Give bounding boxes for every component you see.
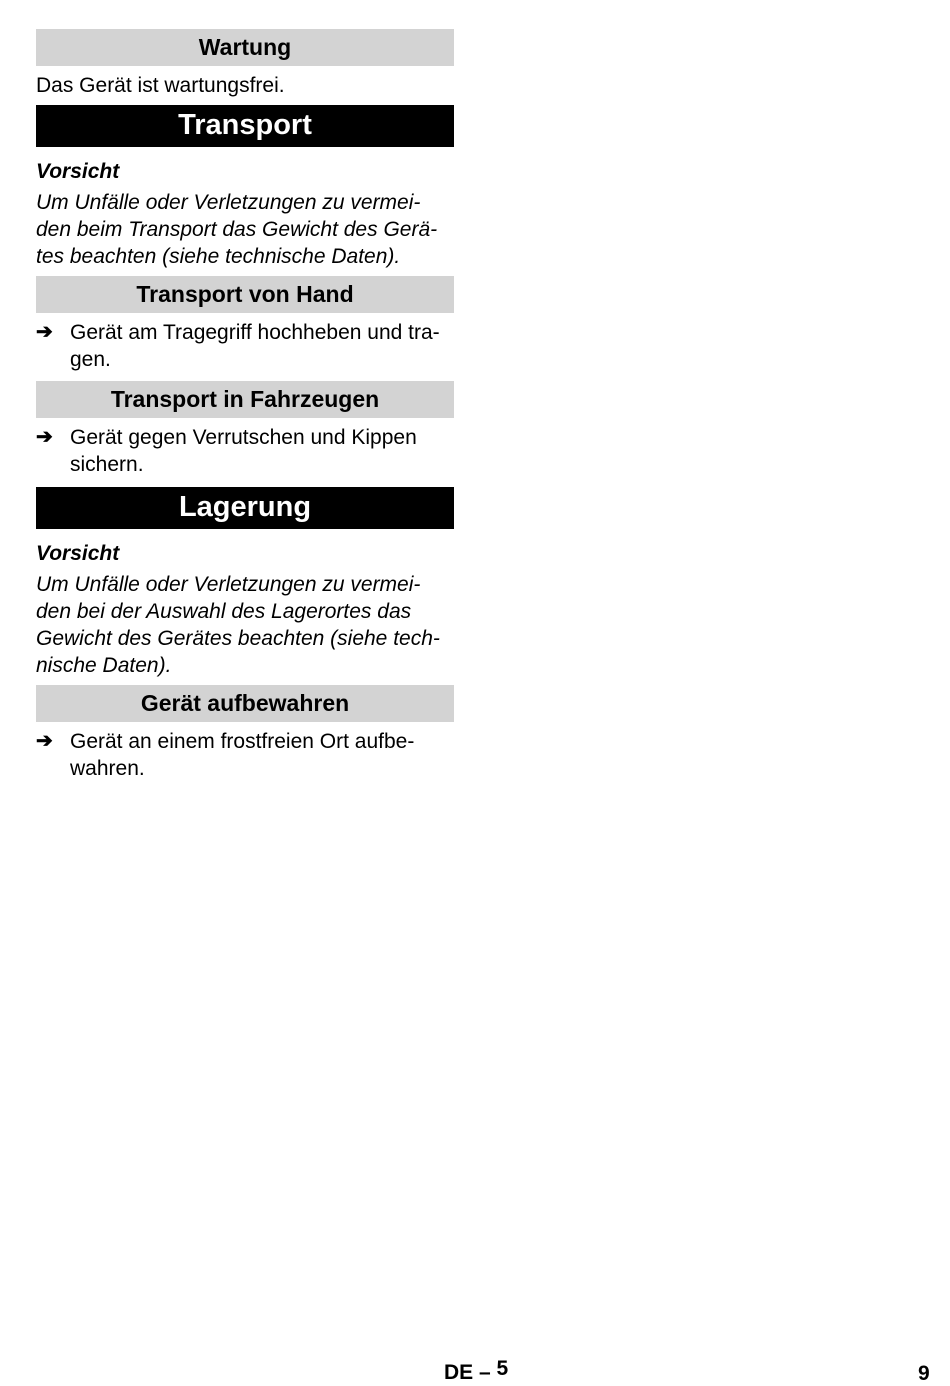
caution-line: den beim Transport das Gewicht des Gerä-	[36, 218, 438, 241]
footer-page-number: 5	[496, 1357, 509, 1380]
step-line: gen.	[70, 348, 111, 371]
caution-line: den bei der Auswahl des Lagerortes das	[36, 600, 412, 623]
step-transport-hand	[36, 319, 454, 373]
heading-wartung: Wartung	[36, 29, 454, 66]
step-line: Gerät gegen Verrutschen und Kippen	[70, 426, 417, 449]
step-line: Gerät an einem frostfreien Ort aufbe-	[70, 730, 415, 753]
wartung-text: Das Gerät ist wartungsfrei.	[36, 74, 285, 97]
lagerung-caution-title: Vorsicht	[36, 542, 120, 565]
caution-line: Um Unfälle oder Verletzungen zu vermei-	[36, 191, 421, 214]
caution-line: nische Daten).	[36, 654, 172, 677]
step-line: sichern.	[70, 453, 144, 476]
step-line: wahren.	[70, 757, 145, 780]
heading-geraet-aufbewahren: Gerät aufbewahren	[36, 685, 454, 722]
step-transport-fahrzeug	[36, 424, 454, 478]
step-aufbewahren	[36, 728, 454, 782]
heading-transport-von-hand: Transport von Hand	[36, 276, 454, 313]
transport-caution-title: Vorsicht	[36, 160, 120, 183]
heading-transport: Transport	[36, 105, 454, 147]
heading-transport-in-fahrzeugen: Transport in Fahrzeugen	[36, 381, 454, 418]
lagerung-caution-text	[36, 571, 454, 679]
arrow-right-icon: ➔	[36, 730, 53, 752]
page-footer-label	[444, 1357, 509, 1385]
arrow-right-icon: ➔	[36, 426, 53, 448]
sheet-number: 9	[918, 1362, 930, 1385]
step-line: Gerät am Tragegriff hochheben und tra-	[70, 321, 440, 344]
footer-language: DE –	[444, 1361, 491, 1384]
caution-line: tes beachten (siehe technische Daten).	[36, 245, 401, 268]
content-column	[36, 29, 454, 782]
caution-line: Gewicht des Gerätes beachten (siehe tech-	[36, 627, 440, 650]
caution-line: Um Unfälle oder Verletzungen zu vermei-	[36, 573, 421, 596]
arrow-right-icon: ➔	[36, 321, 53, 343]
transport-caution-text	[36, 189, 454, 270]
heading-lagerung: Lagerung	[36, 487, 454, 529]
